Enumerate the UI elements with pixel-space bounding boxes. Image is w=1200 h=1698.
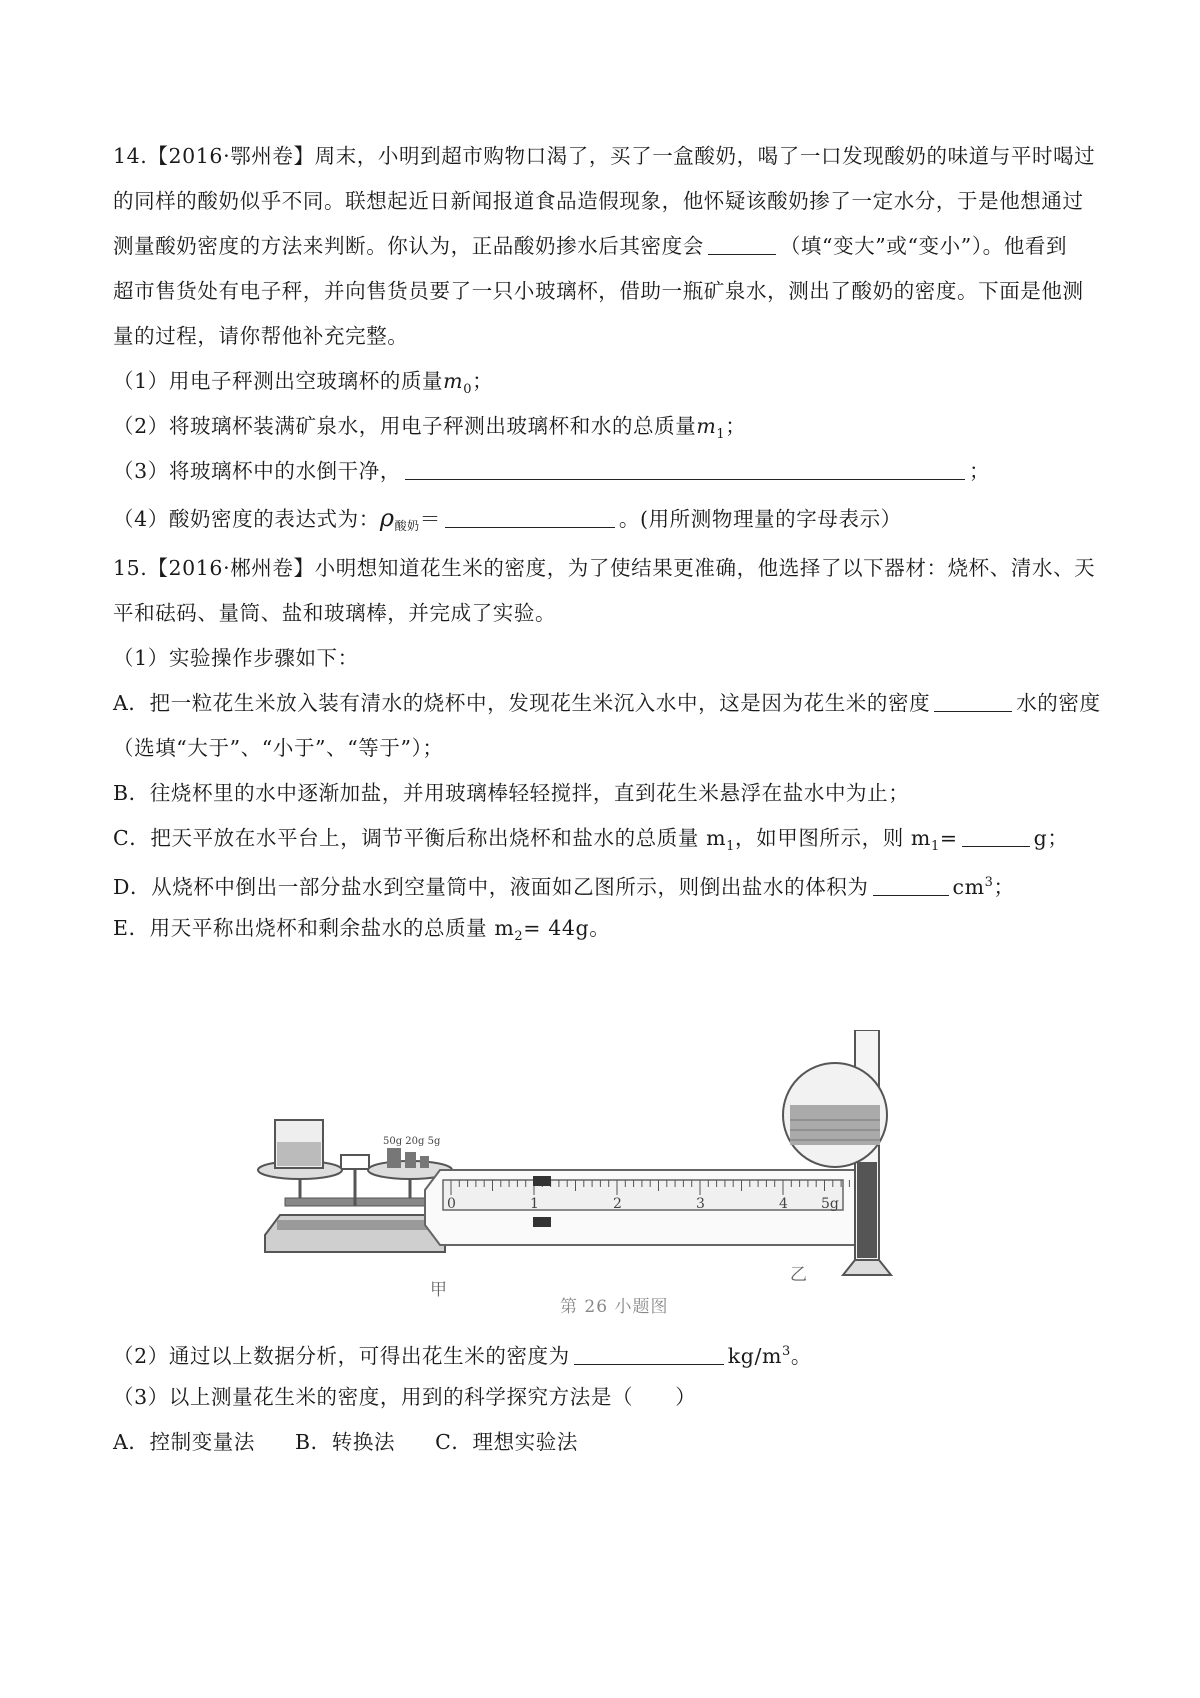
q15-step-b: B．往烧杯里的水中逐渐加盐，并用玻璃棒轻轻搅拌，直到花生米悬浮在盐水中为止；	[113, 781, 910, 805]
q15-step-d-text: D．从烧杯中倒出一部分盐水到空量筒中，液面如乙图所示，则倒出盐水的体积为	[113, 874, 869, 899]
rho-symbol: ρ	[379, 504, 395, 532]
q15-step-e-text: E．用天平称出烧杯和剩余盐水的总质量 m	[113, 916, 515, 940]
answer-blank-density-value[interactable]	[574, 1344, 724, 1365]
rho-subscript: 酸奶	[394, 519, 420, 533]
q15-step-d-unit: cm	[952, 874, 985, 899]
q14-line-2: 的同样的酸奶似乎不同。联想起近日新闻报道食品造假现象，他怀疑该酸奶掺了一定水分，于是他想通过	[113, 189, 1084, 213]
var-m0: m	[443, 369, 464, 393]
var-m0-sub: 0	[463, 382, 473, 398]
q15-step-d	[113, 868, 1015, 902]
q15-step-c-mid: ，如甲图所示，则 m	[735, 826, 931, 850]
q15-part-2	[113, 1337, 812, 1371]
q14-step-1-end: ；	[472, 369, 494, 393]
q14-step-3-end: ；	[968, 459, 991, 483]
balance-base-pattern	[277, 1220, 433, 1230]
q14-step-1	[113, 366, 493, 405]
q15-part-2-text: （2）通过以上数据分析，可得出花生米的密度为	[113, 1343, 570, 1368]
q14-line-3	[113, 231, 1067, 261]
answer-blank-density-expression[interactable]	[445, 507, 615, 528]
q15-step-a	[113, 688, 1101, 718]
q14-step-3	[113, 456, 990, 486]
q15-part-3: （3）以上测量花生米的密度，用到的科学探究方法是（ ）	[113, 1385, 697, 1409]
var-m1-sub: 1	[716, 427, 726, 443]
m2-sub: 2	[514, 929, 524, 945]
q15-step-a-end: 水的密度	[1016, 691, 1101, 715]
q15-step-c-eq: =	[939, 826, 958, 850]
scale-label-1: 1	[530, 1196, 539, 1212]
q15-step-c-end: g；	[1033, 826, 1069, 850]
scale-label-4: 4	[779, 1196, 788, 1212]
m1-sub-2: 1	[930, 839, 940, 855]
balance-pointer-box	[341, 1155, 369, 1169]
q15-part-2-end: 。	[790, 1343, 813, 1368]
q14-step-2-end: ；	[725, 414, 747, 438]
q15-line-2: 平和砝码、量筒、盐和玻璃棒，并完成了实验。	[113, 601, 557, 625]
q15-line-1: 15.【2016·郴州卷】小明想知道花生米的密度，为了使结果更准确，他选择了以下器材：烧杯、清水、天	[113, 556, 1096, 580]
scale-label-5: 5g	[821, 1196, 839, 1212]
rider	[533, 1176, 551, 1186]
q14-step-4-text: （4）酸奶密度的表达式为：	[113, 507, 380, 531]
figure-drawing	[255, 1030, 1100, 1325]
weight-20g	[405, 1152, 416, 1168]
q15-step-e-end: = 44g。	[523, 916, 611, 940]
q14-line-3-text: 测量酸奶密度的方法来判断。你认为，正品酸奶掺水后其密度会	[113, 234, 704, 258]
var-m1: m	[696, 414, 717, 438]
figure-label-jia: 甲	[430, 1280, 447, 1300]
beaker-liquid	[277, 1142, 321, 1166]
q15-step-d-end: ；	[993, 874, 1015, 899]
q14-line-5: 量的过程，请你帮他补充完整。	[113, 324, 409, 348]
weights-label: 50g 20g 5g	[383, 1136, 441, 1147]
option-b[interactable]: B．转换法	[295, 1430, 396, 1454]
q14-line-3-hint: （填“变大”或“变小”）。他看到	[779, 234, 1068, 258]
q15-step-a-text: A．把一粒花生米放入装有清水的烧杯中，发现花生米沉入水中，这是因为花生米的密度	[113, 691, 931, 715]
experiment-figure	[255, 1030, 1100, 1325]
magnified-liquid	[790, 1105, 880, 1145]
q15-step-c-text: C．把天平放在水平台上，调节平衡后称出烧杯和盐水的总质量 m	[113, 826, 727, 850]
q14-step-1-text: （1）用电子秤测出空玻璃杯的质量	[113, 369, 444, 393]
q15-step-e	[113, 913, 610, 952]
answer-blank-step-3[interactable]	[405, 459, 965, 480]
scale-label-2: 2	[613, 1196, 622, 1212]
option-a[interactable]: A．控制变量法	[113, 1430, 256, 1454]
q14-line-1: 14.【2016·鄂州卷】周末，小明到超市购物口渴了，买了一盒酸奶，喝了一口发现酸奶的味道与平时喝过	[113, 144, 1096, 168]
cylinder-liquid	[857, 1162, 877, 1258]
q15-step-a-options: （选填“大于”、“小于”、“等于”）；	[113, 736, 444, 760]
q14-step-4-end: 。(用所测物理量的字母表示）	[618, 507, 902, 531]
scale-label-0: 0	[447, 1196, 456, 1212]
answer-blank-step-c[interactable]	[962, 826, 1030, 847]
q14-line-4: 超市售货处有电子秤，并向售货员要了一只小玻璃杯，借助一瓶矿泉水，测出了酸奶的密度。下面是他测	[113, 279, 1084, 303]
q15-step-c	[113, 823, 1068, 862]
q15-step-d-sup: 3	[984, 875, 994, 890]
equals-sign: ＝	[419, 507, 441, 531]
weight-5g	[420, 1156, 429, 1168]
q14-step-4	[113, 503, 902, 541]
q14-step-3-text: （3）将玻璃杯中的水倒干净，	[113, 459, 401, 483]
m1-sub: 1	[726, 839, 736, 855]
figure-label-yi: 乙	[790, 1265, 807, 1285]
rider-shadow	[533, 1217, 551, 1227]
q15-part-2-sup: 3	[782, 1344, 791, 1359]
weight-50g	[387, 1148, 401, 1168]
q15-part-2-unit: kg/m	[727, 1343, 783, 1368]
answer-blank-step-d[interactable]	[873, 875, 949, 896]
cylinder-base	[843, 1260, 891, 1275]
q15-options	[113, 1427, 578, 1457]
q14-step-2	[113, 411, 746, 450]
q14-step-2-text: （2）将玻璃杯装满矿泉水，用电子秤测出玻璃杯和水的总质量	[113, 414, 697, 438]
scale-label-3: 3	[696, 1196, 705, 1212]
q15-part-1: （1）实验操作步骤如下：	[113, 646, 359, 670]
answer-blank-step-a[interactable]	[934, 691, 1012, 712]
answer-blank-density-change[interactable]	[708, 234, 776, 255]
option-c[interactable]: C．理想实验法	[435, 1430, 578, 1454]
figure-caption: 第 26 小题图	[560, 1297, 669, 1317]
